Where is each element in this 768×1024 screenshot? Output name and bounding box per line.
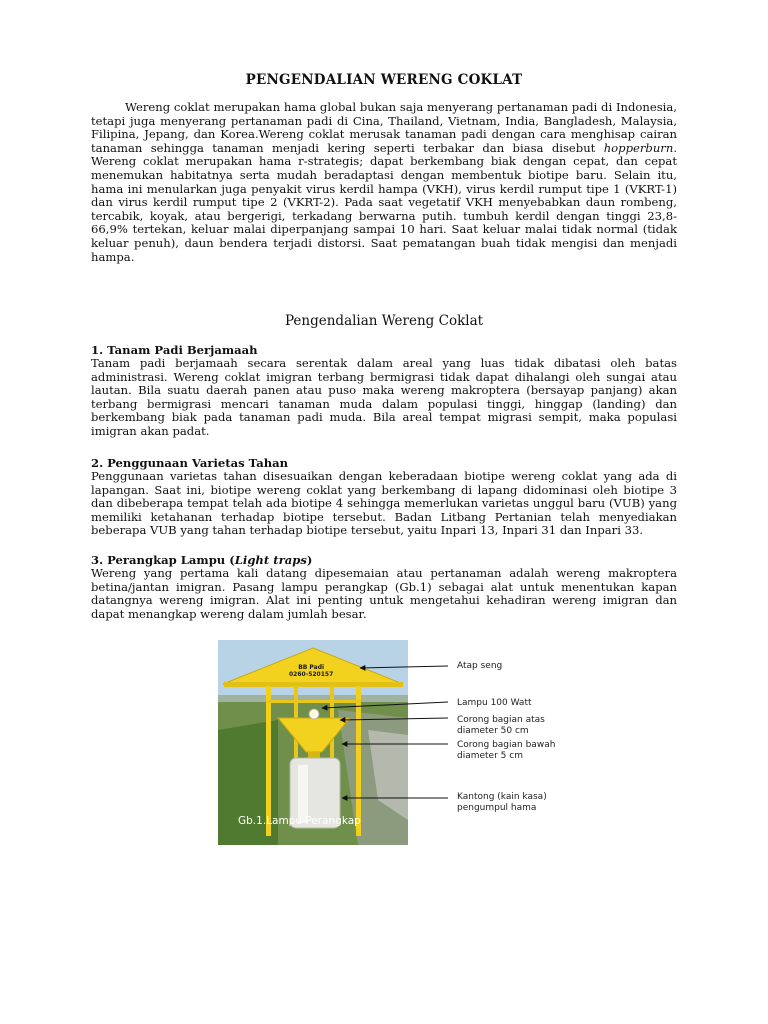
intro-paragraph — [91, 101, 677, 264]
intro-italic-term: hopperburn — [603, 140, 674, 155]
intro-text-2: . Wereng coklat merupakan hama r-strategis; dapat berkembang biak dengan cepat, dan cepat menemukan habitatnya serta mudah beradaptasi dengan membentuk biotipe baru. Selain itu, hama ini menularkan juga penyakit virus kerdil hampa (VKH), virus kerdil rumput tipe 1 (VKRT-1) dan virus kerdil rumput tipe 2 (VKRT-2). Pada saat vegetatif VKH menyebabkan daun rombeng, tercabik, koyak, atau bergerigi, terkadang berwarna putih. tumbuh kerdil dengan tinggi 23,8-66,9% tertekan, keluar malai diperpanjang sampai 10 hari. Saat keluar malai tidak normal (tidak keluar penuh), daun bendera terjadi distorsi. Saat pematangan buah tidak mengisi dan menjadi hampa. — [91, 140, 677, 264]
figure-caption: Gb.1.Lampu Perangkap — [238, 815, 361, 827]
section-3-heading: 3. Perangkap Lampu (Light traps) — [91, 553, 313, 567]
section-1-heading: 1. Tanam Padi Berjamaah — [91, 343, 258, 357]
section-1-body: Tanam padi berjamaah secara serentak dalam areal yang luas tidak dibatasi oleh batas administrasi. Wereng coklat imigran terbang bermigrasi tidak dapat dihalangi oleh sungai atau lautan. Bila suatu daerah panen atau puso maka wereng makroptera (bersayap panjang) akan terbang bermigrasi mencari tanaman muda dalam populasi tinggi, hinggap (landing) dan berkembang biak pada tanaman padi muda. Bila areal tempat migrasi sempit, maka populasi imigran akan padat. — [91, 356, 677, 438]
section-3-body: Wereng yang pertama kali datang dipesemaian atau pertanaman adalah wereng makroptera betina/jantan imigran. Pasang lampu perangkap (Gb.1) sebagai alat untuk menentukan kapan datangnya wereng imigran. Alat ini penting untuk mengetahui kehadiran wereng imigran dan dapat menangkap wereng dalam jumlah besar. — [91, 566, 677, 621]
callout-bulb: Lampu 100 Watt — [457, 698, 532, 708]
section-subtitle: Pengendalian Wereng Coklat — [284, 313, 484, 329]
arrow-top-funnel — [340, 718, 448, 720]
callout-bottom-funnel: Corong bagian bawah diameter 5 cm — [457, 740, 556, 761]
callout-top-funnel: Corong bagian atas diameter 50 cm — [457, 715, 545, 736]
arrow-roof — [360, 666, 448, 668]
section-2-heading: 2. Penggunaan Varietas Tahan — [91, 456, 289, 470]
intro-text-1: Wereng coklat merupakan hama global bukan saja menyerang pertanaman padi di Indonesia, tetapi juga menyerang pertanaman padi di Cina, Thailand, Vietnam, India, Bangladesh, Malaysia, Filipina, Jepang, dan Korea.Wereng coklat merusak tanaman padi dengan cara menghisap cairan tanaman sehingga tanaman menjadi kering seperti terbakar dan biasa disebut — [91, 100, 677, 155]
roof-sign: BB Padi 0260-520157 — [289, 664, 334, 678]
callout-roof: Atap seng — [457, 661, 503, 671]
section-2-body: Penggunaan varietas tahan disesuaikan dengan keberadaan biotipe wereng coklat yang ada di lapangan. Saat ini, biotipe wereng coklat yang berkembang di lapang didominasi oleh biotipe 3 dan dibeberapa tempat telah ada biotipe 4 sehingga memerlukan varietas unggul baru (VUB) yang memiliki ketahanan terhadap biotipe tersebut. Badan Litbang Pertanian telah menyediakan beberapa VUB yang tahan terhadap biotipe tersebut, yaitu Inpari 13, Inpari 31 dan Inpari 33. — [91, 469, 677, 538]
callout-bag: Kantong (kain kasa) pengumpul hama — [457, 792, 547, 813]
section-3-italic-term: Light traps — [234, 553, 307, 567]
arrow-bulb — [322, 702, 448, 708]
document-title: PENGENDALIAN WERENG COKLAT — [245, 72, 523, 88]
